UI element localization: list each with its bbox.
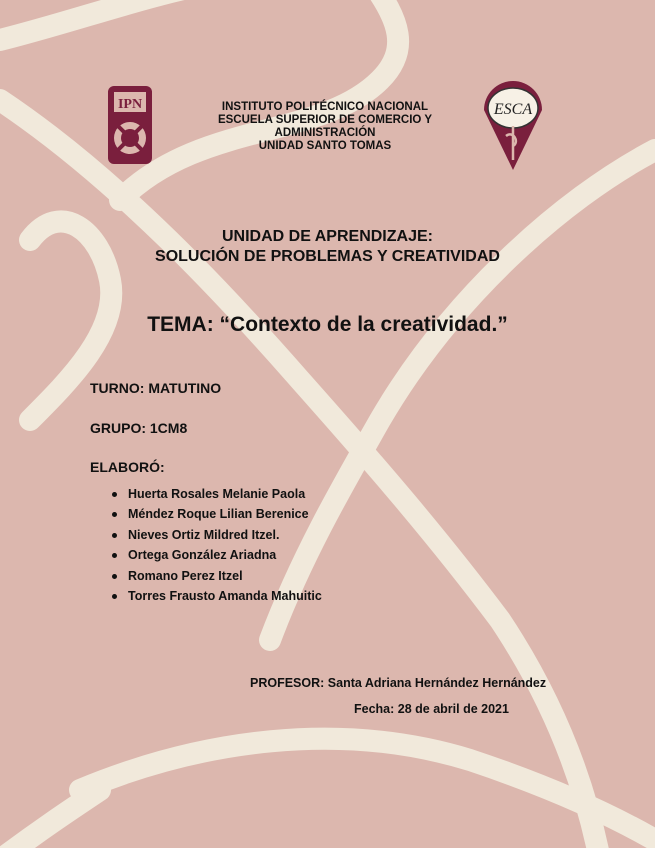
institution-name: INSTITUTO POLITÉCNICO NACIONAL (221, 101, 429, 113)
date-field: Fecha: 28 de abril de 2021 (354, 702, 509, 716)
ipn-logo (100, 82, 160, 168)
school-name-line2: ADMINISTRACIÓN (274, 127, 376, 139)
list-item: Romano Perez Itzel (110, 566, 322, 586)
list-item: Ortega González Ariadna (110, 545, 322, 565)
institution-header (180, 101, 470, 153)
authors-label: ELABORÓ: (90, 459, 165, 475)
professor-field: PROFESOR: Santa Adriana Hernández Hernández (250, 676, 547, 690)
shift-field: TURNO: MATUTINO (90, 380, 222, 396)
list-item: Huerta Rosales Melanie Paola (110, 484, 322, 504)
list-item: Torres Frausto Amanda Mahuitic (110, 586, 322, 606)
authors-list (110, 484, 322, 606)
list-item: Méndez Roque Lilian Berenice (110, 504, 322, 524)
list-item: Nieves Ortiz Mildred Itzel. (110, 525, 322, 545)
group-field: GRUPO: 1CM8 (90, 420, 188, 436)
course-title (80, 227, 575, 267)
campus-name: UNIDAD SANTO TOMAS (258, 140, 392, 152)
topic-title: TEMA: “Contexto de la creatividad.” (147, 313, 508, 336)
esca-logo-text: ESCA (493, 101, 533, 118)
course-label: UNIDAD DE APRENDIZAJE: (222, 228, 433, 245)
ipn-logo-text: IPN (117, 97, 143, 112)
school-name-line1: ESCUELA SUPERIOR DE COMERCIO Y (217, 114, 433, 126)
course-name: SOLUCIÓN DE PROBLEMAS Y CREATIVIDAD (155, 248, 500, 265)
esca-logo (480, 80, 546, 172)
